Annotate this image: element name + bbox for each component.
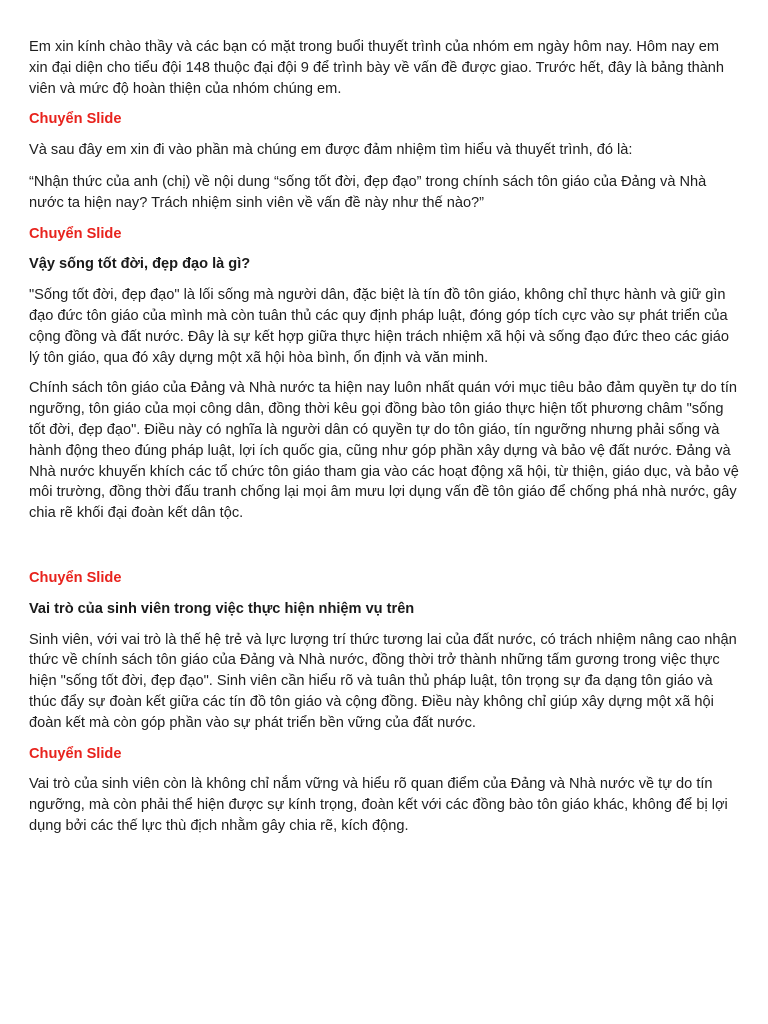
- transition-paragraph: Và sau đây em xin đi vào phần mà chúng em được đảm nhiệm tìm hiểu và thuyết trình, đó là:: [29, 142, 633, 159]
- definition-paragraph: "Sống tốt đời, đẹp đạo" là lối sống mà người dân, đặc biệt là tín đồ tôn giáo, không chỉ thực hành và giữ gìn đạo đức tôn giáo của mình mà còn tuân thủ các quy định pháp luật, đóng góp tích cực vào sự phát triển của cộng đồng và đất nước. Đây là sự kết hợp giữa thực hiện trách nhiệm xã hội và sống đạo đức theo các giáo lý tôn giáo, qua đó xây dựng một xã hội hòa bình, ổn định và văn minh.: [29, 287, 729, 366]
- slide-marker: Chuyển Slide: [29, 745, 122, 762]
- final-paragraph: Vai trò của sinh viên còn là không chỉ nắm vững và hiểu rõ quan điểm của Đảng và Nhà nước về tự do tín ngưỡng, mà còn phải thể hiện được sự kính trọng, đoàn kết với các đồng bào tôn giáo khác, không để bị lợi dụng bởi các thế lực thù địch nhằm gây chia rẽ, kích động.: [29, 776, 728, 834]
- question-paragraph: “Nhận thức của anh (chị) về nội dung “sống tốt đời, đẹp đạo” trong chính sách tôn giáo của Đảng và Nhà nước ta hiện nay? Trách nhiệm sinh viên về vấn đề này như thế nào?”: [29, 173, 707, 211]
- slide-marker: Chuyển Slide: [29, 569, 122, 586]
- document-page: [29, 37, 741, 837]
- students-paragraph: Sinh viên, với vai trò là thế hệ trẻ và lực lượng trí thức tương lai của đất nước, có trách nhiệm nâng cao nhận thức về chính sách tôn giáo của Đảng và Nhà nước, đồng thời trở thành những tấm gương trong việc thực hiện "sống tốt đời, đẹp đạo". Sinh viên cần hiểu rõ và tuân thủ pháp luật, tôn trọng sự đa dạng tôn giáo và thúc đẩy sự đoàn kết giữa các tín đồ tôn giáo và cộng đồng. Điều này không chỉ giúp xây dựng một xã hội đoàn kết mà còn góp phần vào sự phát triển bền vững của đất nước.: [29, 631, 737, 731]
- intro-paragraph: Em xin kính chào thầy và các bạn có mặt trong buổi thuyết trình của nhóm em ngày hôm nay. Hôm nay em xin đại diện cho tiểu đội 148 thuộc đại đội 9 để trình bày về vấn đề được giao. Trước hết, đây là bảng thành viên và mức độ hoàn thiện của nhóm chúng em.: [29, 39, 725, 97]
- slide-marker: Chuyển Slide: [29, 111, 122, 128]
- section-heading: Vai trò của sinh viên trong việc thực hiện nhiệm vụ trên: [29, 600, 415, 617]
- section-heading: Vậy sống tốt đời, đẹp đạo là gì?: [29, 256, 251, 273]
- policy-paragraph: Chính sách tôn giáo của Đảng và Nhà nước ta hiện nay luôn nhất quán với mục tiêu bảo đảm quyền tự do tín ngưỡng, tôn giáo của mọi công dân, đồng thời kêu gọi đồng bào tôn giáo thực hiện tốt phương châm "sống tốt đời, đẹp đạo". Điều này có nghĩa là người dân có quyền tự do tôn giáo, tín ngưỡng nhưng phải sống và hành động theo đúng pháp luật, lợi ích quốc gia, cũng như góp phần xây dựng và bảo vệ đất nước. Đảng và Nhà nước khuyến khích các tổ chức tôn giáo tham gia vào các hoạt động xã hội, từ thiện, giáo dục, và bảo vệ môi trường, đồng thời đấu tranh chống lại mọi âm mưu lợi dụng vấn đề tôn giáo để chống phá nhà nước, gây chia rẽ khối đại đoàn kết dân tộc.: [29, 380, 739, 522]
- slide-marker: Chuyển Slide: [29, 225, 122, 242]
